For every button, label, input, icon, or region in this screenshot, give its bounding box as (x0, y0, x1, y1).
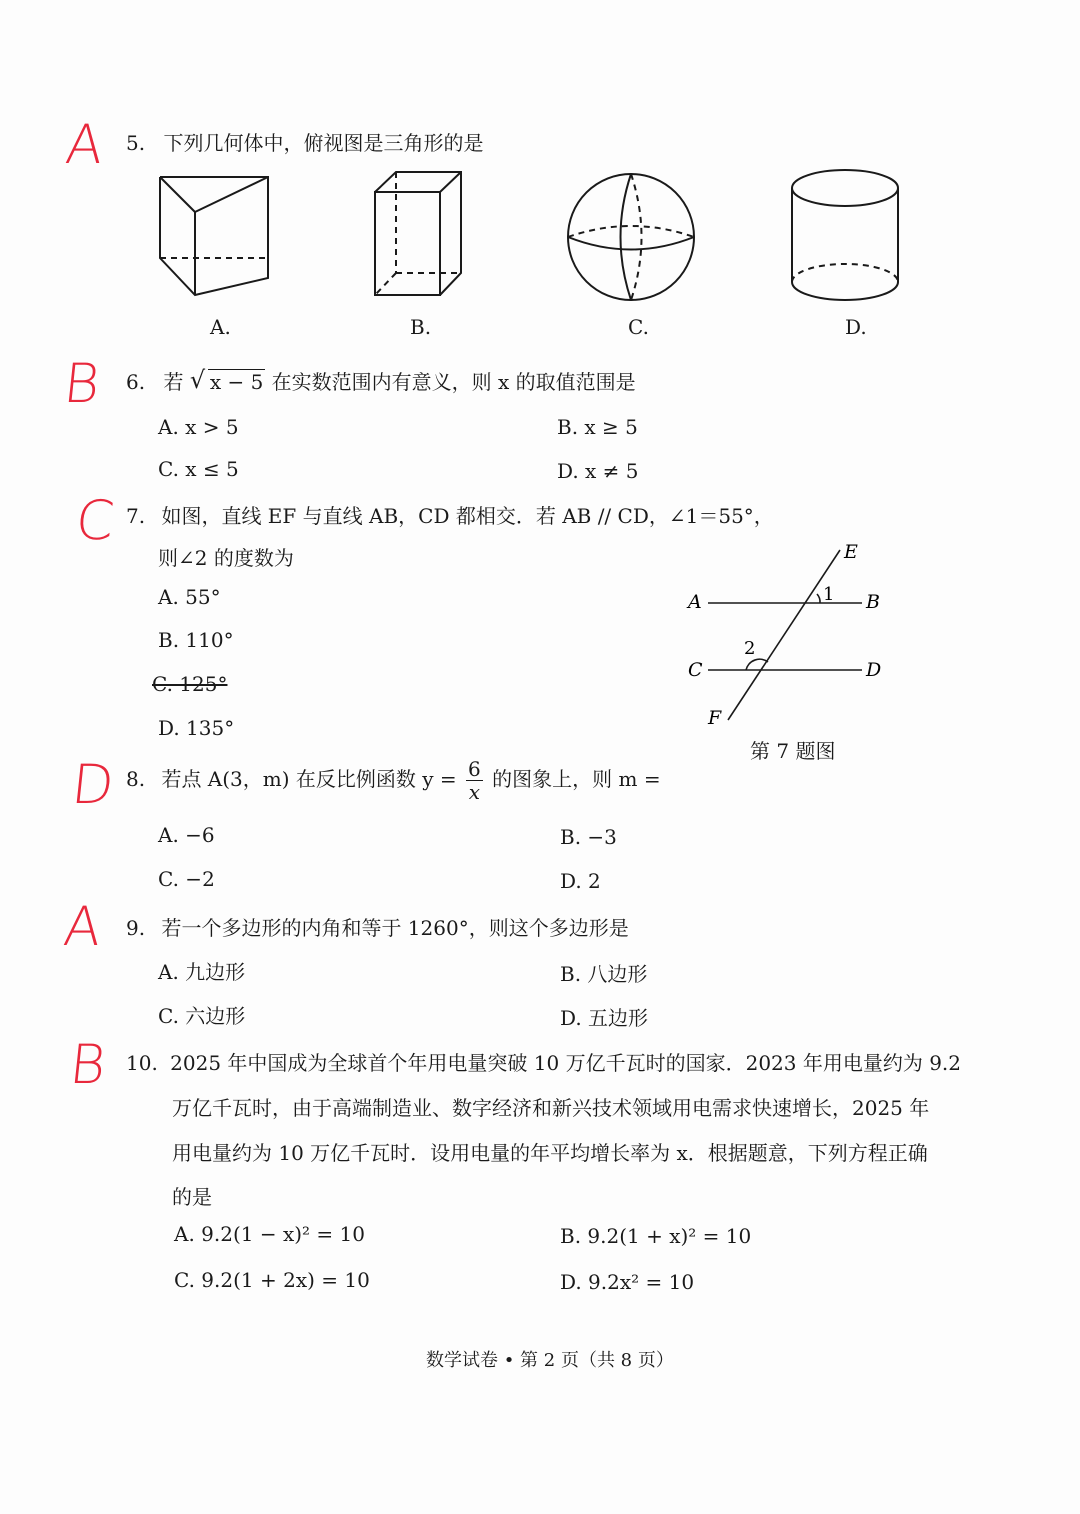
question-8 (126, 758, 661, 803)
q8-option-a: A. −6 (158, 823, 215, 847)
sphere-icon (568, 174, 694, 300)
q9-option-b: B. 八边形 (560, 962, 648, 986)
radicand: x − 5 (209, 370, 264, 394)
q10-option-b: B. 9.2(1 + x)² = 10 (560, 1224, 752, 1248)
q6-option-d: D. x ≠ 5 (557, 459, 639, 483)
question-10 (126, 1047, 961, 1076)
radical-sign-icon: √ (189, 366, 206, 394)
q6-option-c: C. x ≤ 5 (158, 457, 239, 481)
q8-option-b: B. −3 (560, 825, 617, 849)
q10-option-d: D. 9.2x² = 10 (560, 1270, 695, 1294)
q10-option-a: A. 9.2(1 − x)² = 10 (174, 1222, 365, 1246)
cylinder-icon (792, 170, 898, 300)
q10-option-c: C. 9.2(1 + 2x) = 10 (174, 1268, 370, 1292)
cuboid-icon (375, 172, 461, 295)
page-footer: 数学试卷 • 第 2 页（共 8 页） (426, 1350, 674, 1371)
question-stem-post: 的图象上，则 m = (492, 767, 661, 791)
q8-option-d: D. 2 (560, 869, 601, 893)
label-d: D (866, 659, 882, 681)
question-7-stem-line2: 则∠2 的度数为 (158, 546, 294, 570)
line-ef (728, 550, 840, 720)
q5-label-d: D. (845, 315, 867, 339)
question-stem-line4: 的是 (172, 1185, 212, 1209)
q5-label-c: C. (628, 315, 649, 339)
fraction-6-over-x (466, 758, 483, 803)
fraction-numerator: 6 (468, 757, 481, 781)
label-c: C (688, 659, 703, 681)
question-9 (126, 912, 629, 941)
sqrt-expression (189, 366, 265, 394)
label-e: E (844, 541, 858, 563)
question-stem-post: 在实数范围内有意义，则 x 的取值范围是 (271, 370, 636, 394)
question-number: 6. (126, 370, 146, 394)
q9-option-d: D. 五边形 (560, 1006, 649, 1030)
q7-option-b: B. 110° (158, 628, 234, 652)
q7-option-c-crossed: C. 125° (152, 672, 228, 696)
answer-mark-q7: C (72, 489, 118, 552)
question-number: 10. (126, 1051, 158, 1075)
question-stem: 如图，直线 EF 与直线 AB，CD 都相交．若 AB // CD，∠1＝55°， (161, 504, 774, 528)
label-f: F (708, 707, 722, 729)
question-stem-line2: 万亿千瓦时，由于高端制造业、数字经济和新兴技术领域用电需求快速增长，2025 年 (172, 1096, 930, 1120)
q7-figure-caption: 第 7 题图 (750, 739, 836, 763)
q6-option-b: B. x ≥ 5 (557, 415, 638, 439)
question-stem-pre: 若 (163, 370, 184, 394)
q5-label-b: B. (410, 315, 432, 339)
question-number: 5. (126, 131, 146, 155)
answer-mark-q10: B (66, 1033, 109, 1096)
q5-label-a: A. (210, 315, 231, 339)
question-stem: 若一个多边形的内角和等于 1260°，则这个多边形是 (161, 916, 629, 940)
angle-1-arc (817, 594, 820, 603)
question-number: 9. (126, 916, 146, 940)
q7-option-a: A. 55° (158, 585, 221, 609)
label-angle-1: 1 (823, 584, 835, 605)
q6-option-a: A. x > 5 (158, 415, 239, 439)
answer-mark-q9: A (60, 895, 105, 958)
question-stem-pre: 若点 A(3，m) 在反比例函数 y = (161, 767, 457, 791)
question-7 (126, 500, 774, 529)
q8-option-c: C. −2 (158, 867, 215, 891)
question-number: 7. (126, 504, 146, 528)
question-stem-line3: 用电量约为 10 万亿千瓦时．设用电量的年平均增长率为 x．根据题意，下列方程正确 (172, 1141, 928, 1165)
q7-parallel-lines-figure (680, 540, 900, 730)
triangular-prism-icon (160, 177, 268, 295)
question-5 (126, 127, 483, 156)
q9-option-a: A. 九边形 (158, 960, 246, 984)
question-6 (126, 366, 636, 395)
question-stem: 下列几何体中，俯视图是三角形的是 (163, 131, 484, 155)
q5-solids-figure (140, 160, 940, 310)
label-angle-2: 2 (744, 638, 756, 659)
question-stem-line1: 2025 年中国成为全球首个年用电量突破 10 万亿千瓦时的国家．2023 年用电量约为 9.2 (170, 1051, 962, 1075)
label-b: B (866, 591, 880, 613)
q7-option-d: D. 135° (158, 716, 235, 740)
fraction-denominator: x (468, 780, 481, 804)
question-number: 8. (126, 767, 146, 791)
answer-mark-q5: A (62, 113, 107, 176)
label-a: A (688, 591, 702, 613)
answer-mark-q8: D (68, 753, 117, 816)
answer-mark-q6: B (60, 352, 103, 415)
q9-option-c: C. 六边形 (158, 1004, 246, 1028)
